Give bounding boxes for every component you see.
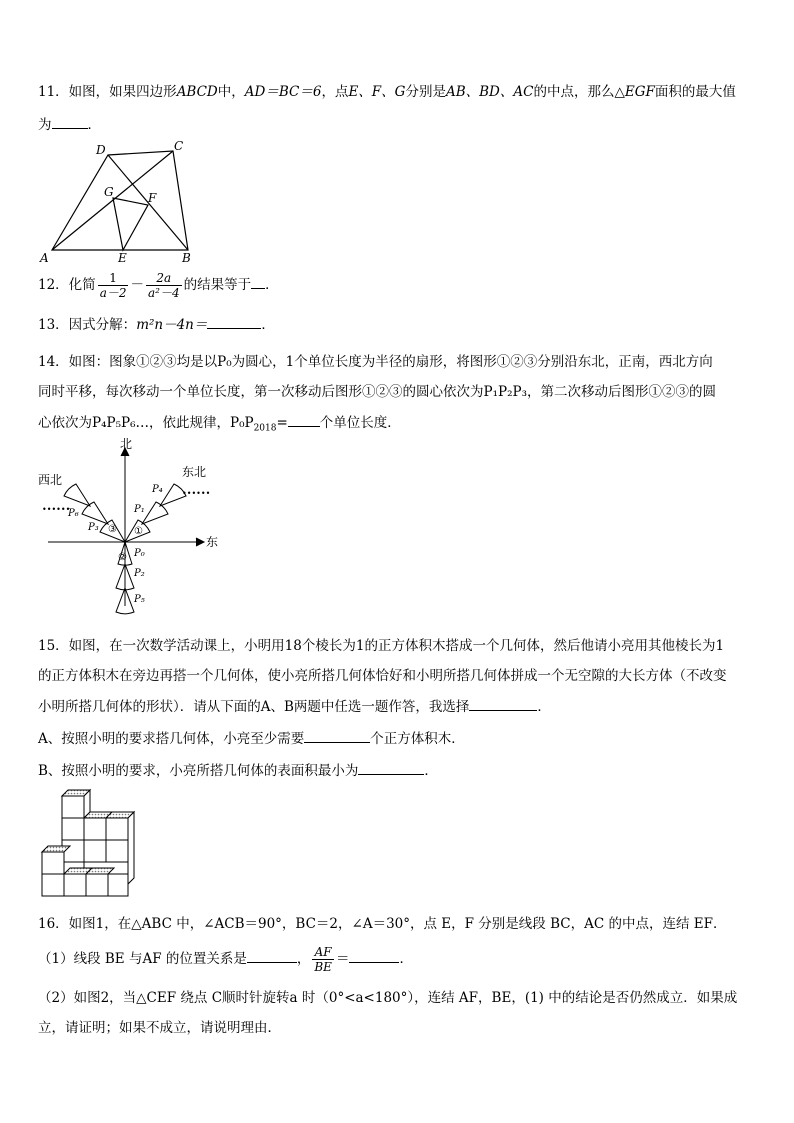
fraction-af-be: $\frac{AF}{BE}$	[314, 945, 332, 974]
label-b: B	[182, 251, 191, 265]
q11-line-1: 11．如图，如果四边形ABCD中，AD＝BC＝6，点E、F、G分别是AB、BD、AC的中点，那么△EGF面积的最大值	[38, 84, 736, 100]
q16-part-1: （1）线段 BE 与AF 的位置关系是 ， $\frac{AF}{BE}$ ＝ ．	[38, 945, 413, 974]
answer-blank[interactable]	[288, 412, 320, 427]
label-f: F	[148, 191, 157, 205]
nw-dots: ••••••	[42, 505, 71, 514]
quadrilateral-figure	[30, 138, 220, 266]
label-d: D	[96, 143, 106, 157]
label-c: C	[174, 139, 184, 153]
q15-line-3: 小明所搭几何体的形状）．请从下面的A、B两题中任选一题作答，我选择 ．	[38, 696, 551, 717]
fraction-1: $\frac{1}{a-2}$	[99, 271, 127, 300]
northwest-label: 西北	[38, 473, 63, 487]
q15-line-2: 的正方体积木在旁边再搭一个几何体，使小亮所搭几何体恰好和小明所搭几何体拼成一个无空隙的大长方体（不改变	[38, 668, 727, 684]
answer-blank[interactable]	[52, 114, 88, 129]
answer-blank[interactable]	[304, 728, 370, 743]
sector-1-label: ①	[134, 526, 143, 537]
east-label: 东	[206, 535, 219, 549]
sector-2-label: ②	[118, 552, 127, 563]
q15-option-b: B、按照小明的要求，小亮所搭几何体的表面积最小为 ．	[38, 760, 438, 781]
label-p2: P₂	[134, 568, 145, 579]
label-p1: P₁	[134, 504, 145, 515]
answer-blank[interactable]	[349, 948, 399, 963]
answer-blank[interactable]	[358, 760, 424, 775]
answer-blank[interactable]	[247, 948, 297, 963]
answer-blank[interactable]	[251, 274, 265, 289]
label-p6: P₆	[68, 508, 79, 519]
q13-line: 13．因式分解：m²n－4n＝ ．	[38, 314, 275, 335]
q16-line-1: 16．如图1，在△ABC 中，∠ACB＝90°，BC＝2，∠A＝30°，点 E，F 分别是线段 BC，AC 的中点，连结 EF．	[38, 916, 727, 932]
label-g: G	[104, 185, 114, 199]
triangle-egf	[113, 198, 148, 250]
sector-3-label: ③	[108, 524, 117, 535]
cube-blocks-figure	[40, 786, 140, 902]
label-e: E	[118, 251, 127, 265]
q12-line: 12．化简 $\frac{1}{a-2}$ － $\frac{2a}{\text{a²－4}}$ 的结果等于 ．	[38, 271, 279, 300]
answer-blank[interactable]	[469, 696, 537, 711]
q11-line-2: 为 ．	[38, 114, 101, 135]
sector-translation-figure	[30, 436, 230, 622]
north-label: 北	[120, 437, 133, 451]
label-p4: P₄	[152, 484, 163, 495]
fraction-2: $\frac{2a}{\text{a²－4}}$	[147, 271, 180, 300]
northeast-label: 东北	[182, 465, 207, 479]
ne-dots: ••••••	[182, 489, 211, 498]
answer-blank[interactable]	[207, 314, 261, 329]
q14-line-1: 14．如图：图象①②③均是以P₀为圆心，1个单位长度为半径的扇形，将图形①②③分别沿东北，正南，西北方向	[38, 354, 713, 370]
label-a: A	[40, 251, 49, 265]
label-p3: P₃	[88, 522, 99, 533]
label-p5: P₅	[134, 594, 145, 605]
q14-line-3: 心依次为P₄P₅P₆…，依此规律，$P_0P_{2018}=$ 个单位长度．	[38, 412, 401, 439]
q16-part-2-line-1: （2）如图2，当△CEF 绕点 C顺时针旋转a 时（0°<a<180°），连结 AF，BE，(1) 中的结论是否仍然成立．如果成	[38, 990, 738, 1006]
q16-part-2-line-2: 立，请证明；如果不成立，请说明理由．	[38, 1020, 281, 1036]
label-p0: P₀	[134, 548, 145, 559]
q15-line-1: 15．如图，在一次数学活动课上，小明用18个棱长为1的正方体积木搭成一个几何体，然后他请小亮用其他棱长为1	[38, 638, 725, 654]
q14-line-2: 同时平移，每次移动一个单位长度，第一次移动后图形①②③的圆心依次为P₁P₂P₃，第二次移动后图形①②③的圆	[38, 384, 716, 400]
q15-option-a: A、按照小明的要求搭几何体，小亮至少需要 个正方体积木．	[38, 728, 465, 749]
